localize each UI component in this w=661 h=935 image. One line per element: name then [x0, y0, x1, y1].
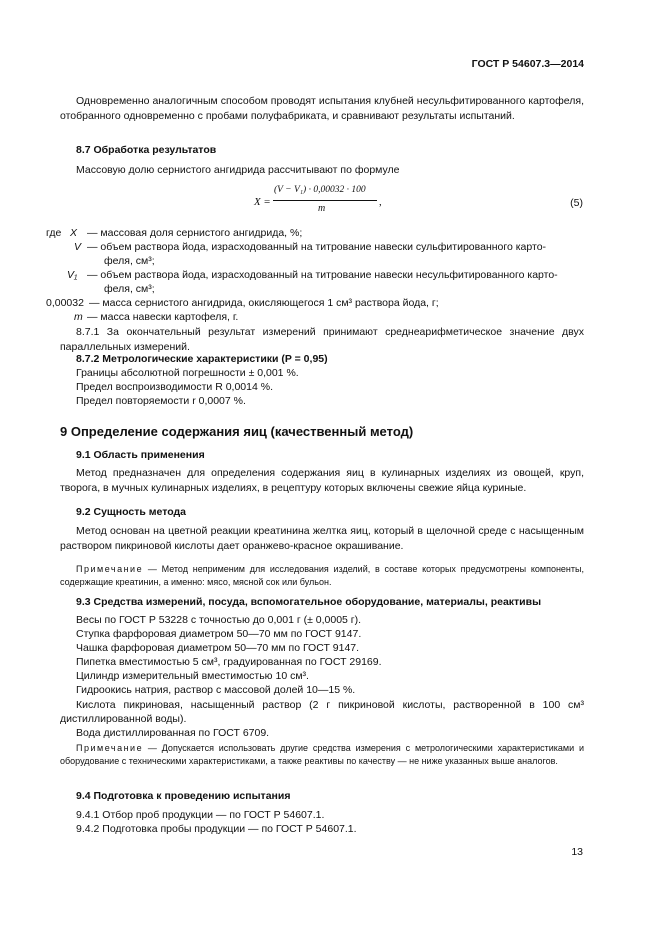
equipment-item-6: Гидроокись натрия, раствор с массовой долей 10—15 %. [76, 684, 356, 696]
document-header: ГОСТ Р 54607.3—2014 [471, 58, 584, 70]
def-v-sym: V [74, 241, 82, 253]
metrology-line-3: Предел повторяемости r 0,0007 %. [76, 395, 246, 407]
def-v1-text: — объем раствора йода, израсходованный на титрование навески несульфитированного карто- [87, 269, 558, 281]
equipment-item-5: Цилиндр измерительный вместимостью 10 см³. [76, 670, 309, 682]
equipment-item-7: Кислота пикриновая, насыщенный раствор (2 г пикриновой кислоты, растворенной в 100 см³ дистиллированной воды). [60, 699, 584, 725]
formula-number: (5) [570, 197, 583, 209]
def-v1-cont: феля, см³; [104, 283, 155, 295]
section-9-1-text: Метод предназначен для определения содержания яиц в кулинарных изделиях из овощей, круп, творога, в мучных кулинарных изделиях, в рецептуру которых включены свежие яйца куриные. [60, 467, 584, 494]
page-number: 13 [571, 846, 583, 858]
formula-lhs: X [254, 196, 261, 208]
section-9-title: 9 Определение содержания яиц (качественный метод) [60, 424, 414, 439]
section-8-7-lead: Массовую долю сернистого ангидрида рассчитывают по формуле [76, 164, 400, 176]
formula-fraction-line [273, 200, 377, 201]
clause-9-4-1: 9.4.1 Отбор проб продукции — по ГОСТ Р 54607.1. [76, 809, 325, 821]
def-v1-sym: V₁ [67, 269, 78, 281]
equipment-item-3: Чашка фарфоровая диаметром 50—70 мм по ГОСТ 9147. [76, 642, 360, 654]
section-9-2-heading: 9.2 Сущность метода [76, 506, 187, 518]
clause-8-7-1: 8.7.1 За окончательный результат измерений принимают среднеарифметическое значение двух параллельных измерений. [60, 326, 584, 353]
formula-denominator: m [318, 203, 326, 214]
section-9-4-heading: 9.4 Подготовка к проведению испытания [76, 790, 291, 802]
def-v-text: — объем раствора йода, израсходованный на титрование навески сульфитированного карто- [87, 241, 547, 253]
def-m-sym: m [74, 311, 83, 323]
equipment-item-8: Вода дистиллированная по ГОСТ 6709. [76, 727, 270, 739]
section-8-7-heading: 8.7 Обработка результатов [76, 144, 217, 156]
where-label: где [46, 227, 62, 239]
formula-numerator: (V − V₁) · 0,00032 · 100 [274, 185, 366, 195]
formula-comma: , [379, 196, 382, 208]
def-x-text: — массовая доля сернистого ангидрида, %; [87, 227, 303, 239]
metrology-line-1: Границы абсолютной погрешности ± 0,001 %. [76, 367, 299, 379]
def-v-cont: феля, см³; [104, 255, 155, 267]
metrology-line-2: Предел воспроизводимости R 0,0014 %. [76, 381, 273, 393]
def-x-sym: X [70, 227, 78, 239]
section-9-1-heading: 9.1 Область применения [76, 449, 205, 461]
def-const-text: — масса сернистого ангидрида, окисляющегося 1 см³ раствора йода, г; [89, 297, 439, 309]
equipment-item-1: Весы по ГОСТ Р 53228 с точностью до 0,001 г (± 0,0005 г). [76, 614, 362, 626]
equipment-item-4: Пипетка вместимостью 5 см³, градуированная по ГОСТ 29169. [76, 656, 382, 668]
equipment-item-2: Ступка фарфоровая диаметром 50—70 мм по ГОСТ 9147. [76, 628, 362, 640]
section-9-3-note: Примечание — Допускается использовать другие средства измерения с метрологическими характеристиками и оборудование с техническими характеристиками, а также реактивы по качеству — не ниже указанных выше аналогов. [60, 743, 584, 766]
section-9-2-text: Метод основан на цветной реакции креатинина желтка яиц, который в щелочной среде с насыщенным раствором пикриновой кислоты дает оранжево-красное окрашивание. [60, 525, 584, 552]
intro-paragraph: Одновременно аналогичным способом проводят испытания клубней несульфитированного картофеля, отобранного одновременно с пробами полуфабриката, и сравнивают результаты испытаний. [60, 95, 584, 122]
def-m-text: — масса навески картофеля, г. [87, 311, 239, 323]
def-const-sym: 0,00032 [46, 297, 84, 309]
formula-eq: = [264, 196, 271, 208]
clause-8-7-2-heading: 8.7.2 Метрологические характеристики (P = 0,95) [76, 353, 328, 365]
clause-9-4-2: 9.4.2 Подготовка пробы продукции — по ГОСТ Р 54607.1. [76, 823, 357, 835]
section-9-3-heading: 9.3 Средства измерений, посуда, вспомогательное оборудование, материалы, реактивы [76, 596, 542, 608]
section-9-2-note: Примечание — Метод неприменим для исследования изделий, в составе которых предусмотрены компоненты, содержащие креатинин, а именно: мясо, мясной сок или бульон. [60, 564, 584, 587]
